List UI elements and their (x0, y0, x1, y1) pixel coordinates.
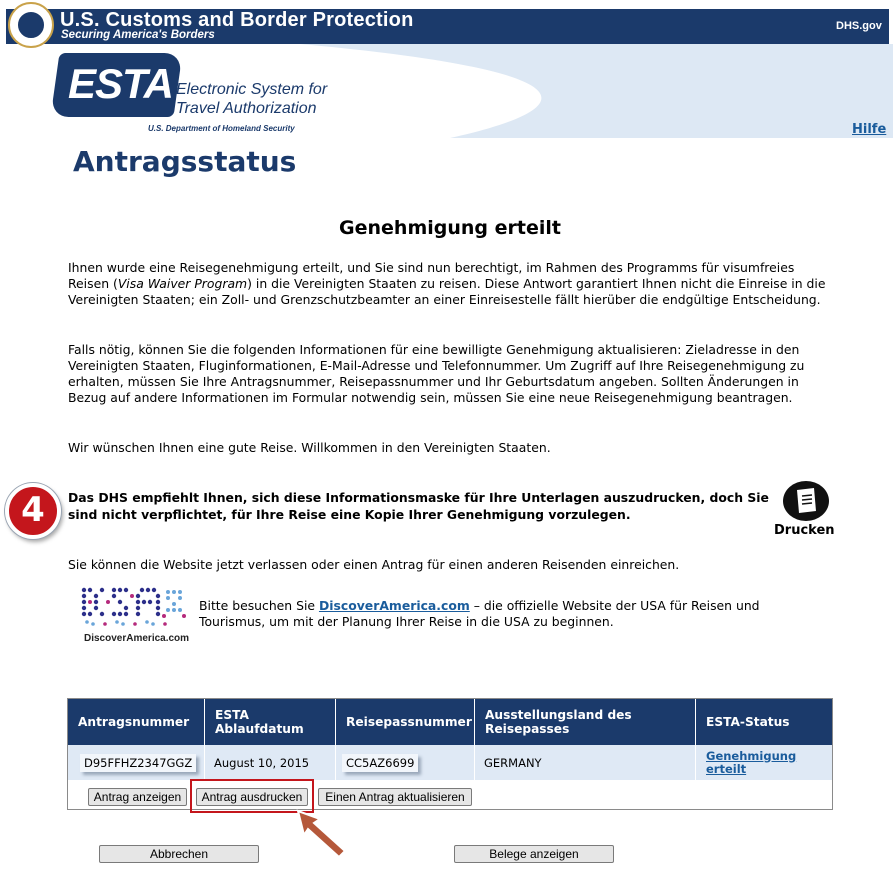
status-heading: Genehmigung erteilt (339, 217, 561, 239)
th-country: Ausstellungsland des Reisepasses (485, 708, 632, 736)
print-application-button[interactable]: Antrag ausdrucken (196, 788, 308, 806)
discover-america-caption: DiscoverAmerica.com (84, 633, 190, 644)
esta-department: U.S. Department of Homeland Security (148, 124, 295, 133)
vwp-italic: Visa Waiver Program (117, 276, 248, 291)
esta-logo-text: ESTA (68, 60, 173, 107)
th-application-number: Antragsnummer (78, 715, 190, 729)
esta-tagline-1: Electronic System for (176, 81, 328, 98)
table-header-row (68, 699, 832, 745)
page-title: Antragsstatus (73, 145, 297, 178)
discover-text-b: – die offizielle Website der USA für Reisen und Tourismus, um mit der Planung Ihrer Reise in die USA zu beginnen. (199, 598, 760, 629)
application-number-value: D95FFHZ2347GGZ (80, 754, 196, 772)
welcome-paragraph: Wir wünschen Ihnen eine gute Reise. Willkommen in den Vereinigten Staaten. (68, 440, 551, 455)
view-application-button[interactable]: Antrag anzeigen (88, 788, 187, 806)
th-passport: Reisepassnummer (346, 715, 472, 729)
cell-country: GERMANY (484, 755, 542, 770)
view-receipts-button[interactable]: Belege anzeigen (454, 845, 614, 863)
help-link[interactable]: Hilfe (852, 122, 887, 137)
dhs-seal-icon (8, 2, 54, 48)
print-icon[interactable] (783, 481, 829, 521)
discover-america-link[interactable]: DiscoverAmerica.com (318, 598, 470, 613)
cell-application-number (68, 745, 204, 780)
print-recommendation: Das DHS empfiehlt Ihnen, sich diese Informationsmaske für Ihre Unterlagen auszudrucken, doch Sie sind nicht verpflichtet, für Ihre Reise eine Kopie Ihrer Genehmigung vorzulegen. (68, 490, 769, 522)
approval-text-a: Ihnen wurde eine Reisegenehmigung erteilt, und Sie sind nun berechtigt, im Rahmen des Programms für visumfreies Reisen ( (68, 260, 795, 291)
discover-america-text (199, 598, 829, 630)
passport-value: CC5AZ6699 (342, 754, 418, 772)
agency-title: U.S. Customs and Border Protection (60, 9, 414, 31)
cell-expiry: August 10, 2015 (214, 755, 310, 770)
banner-swoosh (300, 44, 893, 138)
update-application-button[interactable]: Einen Antrag aktualisieren (318, 788, 472, 806)
table-row (68, 745, 832, 780)
leave-site-paragraph: Sie können die Website jetzt verlassen oder einen Antrag für einen anderen Reisenden einreichen. (68, 557, 680, 572)
dhs-gov-link[interactable]: DHS.gov (836, 20, 882, 32)
agency-subtitle: Securing America's Borders (61, 29, 215, 41)
cell-passport (336, 745, 474, 780)
document-icon (783, 481, 829, 521)
th-status: ESTA-Status (706, 715, 790, 729)
th-expiry: ESTA Ablaufdatum (215, 708, 304, 736)
cell-status (696, 745, 832, 780)
discover-america-logo-icon (80, 586, 188, 634)
update-info-paragraph: Falls nötig, können Sie die folgenden Informationen für eine bewilligte Genehmigung aktualisieren: Zieladresse in den Vereinigten Staaten, Fluginformationen, E-Mail-Adresse und Telefonnummer. Um Zugriff auf Ihre Reisegenehmigung zu erhalten, müssen Sie Ihre Antragsnummer, Reisepassnummer und Ihr Geburtsdatum angeben. Sollten Änderungen in Bezug auf andere Informationen im Formular notwendig sein, müssen Sie eine neue Reisegenehmigung beantragen. (68, 342, 805, 405)
approval-text-b: ) in die Vereinigten Staaten zu reisen. Diese Antwort garantiert Ihnen nicht die Einreise in die Vereinigten Staaten; ein Zoll- und Grenzschutzbeamter an einer Einreisestelle fällt hierüber die endgültige Entscheidung. (68, 276, 826, 307)
approval-paragraph (68, 260, 838, 308)
discover-text-a: Bitte besuchen Sie (199, 598, 319, 613)
print-label[interactable]: Drucken (774, 523, 835, 538)
esta-tagline-2: Travel Authorization (176, 100, 317, 117)
pointer-arrow-icon (290, 805, 350, 860)
status-link[interactable]: Genehmigung erteilt (706, 748, 797, 776)
step-number-badge: 4 (5, 483, 61, 539)
cancel-button[interactable]: Abbrechen (99, 845, 259, 863)
